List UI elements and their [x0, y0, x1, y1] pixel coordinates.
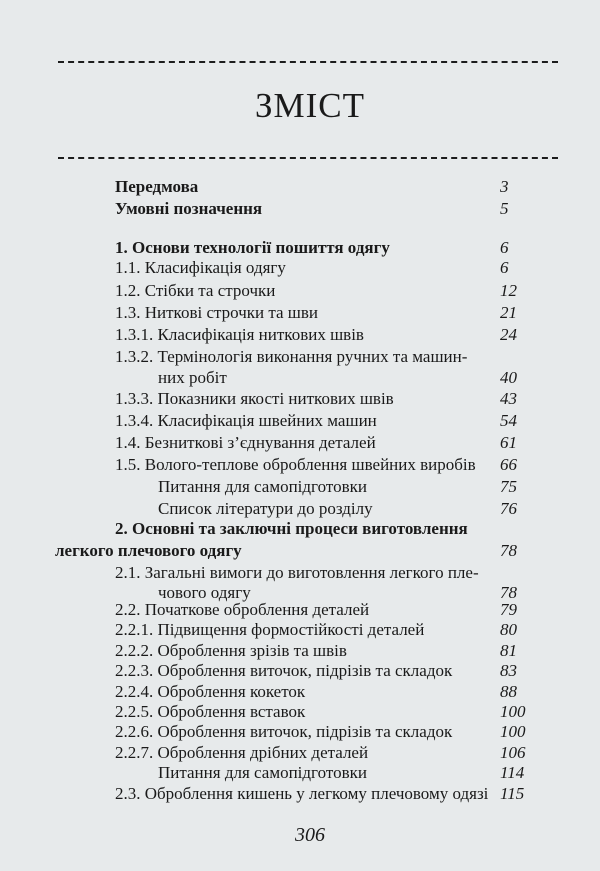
toc-entry-title: 1.4. Безниткові з’єднування деталей [115, 433, 376, 452]
toc-entry-title: Передмова [115, 177, 199, 196]
toc-entry-page: 40 [500, 368, 517, 387]
title-dashed-rule [58, 157, 558, 159]
toc-entry-page: 3 [500, 177, 509, 196]
toc-entry-title: чового одягу [158, 583, 251, 602]
toc-entry-title: 1.3.4. Класифікація швейних машин [115, 411, 377, 430]
toc-entry-title: 1.5. Волого-теплове оброблення швейних виробів [115, 455, 476, 474]
toc-entry-page: 6 [500, 258, 509, 277]
toc-entry-title: 1.3.1. Класифікація ниткових швів [115, 325, 364, 344]
top-dashed-rule [58, 61, 558, 63]
toc-entry-title: Умовні позначення [115, 199, 263, 218]
toc-entry-page: 100 [500, 702, 526, 721]
toc-entry-page: 78 [500, 583, 517, 602]
toc-entry-title: 2.2.3. Оброблення виточок, підрізів та складок [115, 661, 453, 680]
toc-entry-page: 115 [500, 784, 525, 803]
toc-entry-page: 81 [500, 641, 517, 660]
toc-entry-title: 1.1. Класифікація одягу [115, 258, 286, 277]
toc-entry-title: 2.2.1. Підвищення формостійкості деталей [115, 620, 425, 639]
toc-entry-page: 106 [500, 743, 526, 762]
toc-entry-page: 80 [500, 620, 517, 639]
toc-entry-title: 2.2.5. Оброблення вставок [115, 702, 306, 721]
toc-entry-page: 114 [500, 763, 525, 782]
toc-entry-title: 1.2. Стібки та строчки [115, 281, 276, 300]
toc-entry-page: 54 [500, 411, 517, 430]
toc-entry-page: 83 [500, 661, 517, 680]
toc-entry-title: 2. Основні та заключні процеси виготовлення [115, 519, 468, 538]
toc-entry-title: легкого плечового одягу [55, 541, 242, 560]
toc-entry-page: 66 [500, 455, 517, 474]
toc-entry-title: 2.2.4. Оброблення кокеток [115, 682, 306, 701]
toc-entry-title: 2.1. Загальні вимоги до виготовлення легкого пле- [115, 563, 479, 582]
toc-entry-page: 6 [500, 238, 509, 257]
toc-entry-title: 2.2.6. Оброблення виточок, підрізів та складок [115, 722, 453, 741]
page-title: ЗМІСТ [254, 86, 366, 125]
toc-entry-page: 76 [500, 499, 517, 518]
toc-entry-page: 75 [500, 477, 517, 496]
toc-entry-page: 61 [500, 433, 517, 452]
toc-entry-title: 1.3.2. Термінологія виконання ручних та машин- [115, 347, 468, 366]
toc-entry-title: 1. Основи технології пошиття одягу [115, 238, 390, 257]
toc-entry-title: 2.2. Початкове оброблення деталей [115, 600, 370, 619]
toc-entry-title: 2.3. Оброблення кишень у легкому плечовому одязі [115, 784, 489, 803]
toc-entry-title: Список літератури до розділу [158, 499, 373, 518]
page-number: 306 [295, 824, 325, 846]
toc-entry-page: 79 [500, 600, 517, 619]
toc-entry-title: Питання для самопідготовки [158, 763, 367, 782]
toc-entry-page: 24 [500, 325, 517, 344]
toc-entry-page: 21 [500, 303, 517, 322]
toc-entry-title: 2.2.2. Оброблення зрізів та швів [115, 641, 347, 660]
toc-entry-title: 1.3. Ниткові строчки та шви [115, 303, 318, 322]
toc-entry-page: 5 [500, 199, 509, 218]
toc-entry-title: 1.3.3. Показники якості ниткових швів [115, 389, 394, 408]
toc-entry-page: 78 [500, 541, 517, 560]
toc-entry-title: Питання для самопідготовки [158, 477, 367, 496]
toc-entry-page: 100 [500, 722, 526, 741]
toc-entry-page: 43 [500, 389, 517, 408]
toc-entry-title: них робіт [158, 368, 227, 387]
toc-entry-page: 88 [500, 682, 517, 701]
toc-entry-page: 12 [500, 281, 517, 300]
toc-entry-title: 2.2.7. Оброблення дрібних деталей [115, 743, 369, 762]
